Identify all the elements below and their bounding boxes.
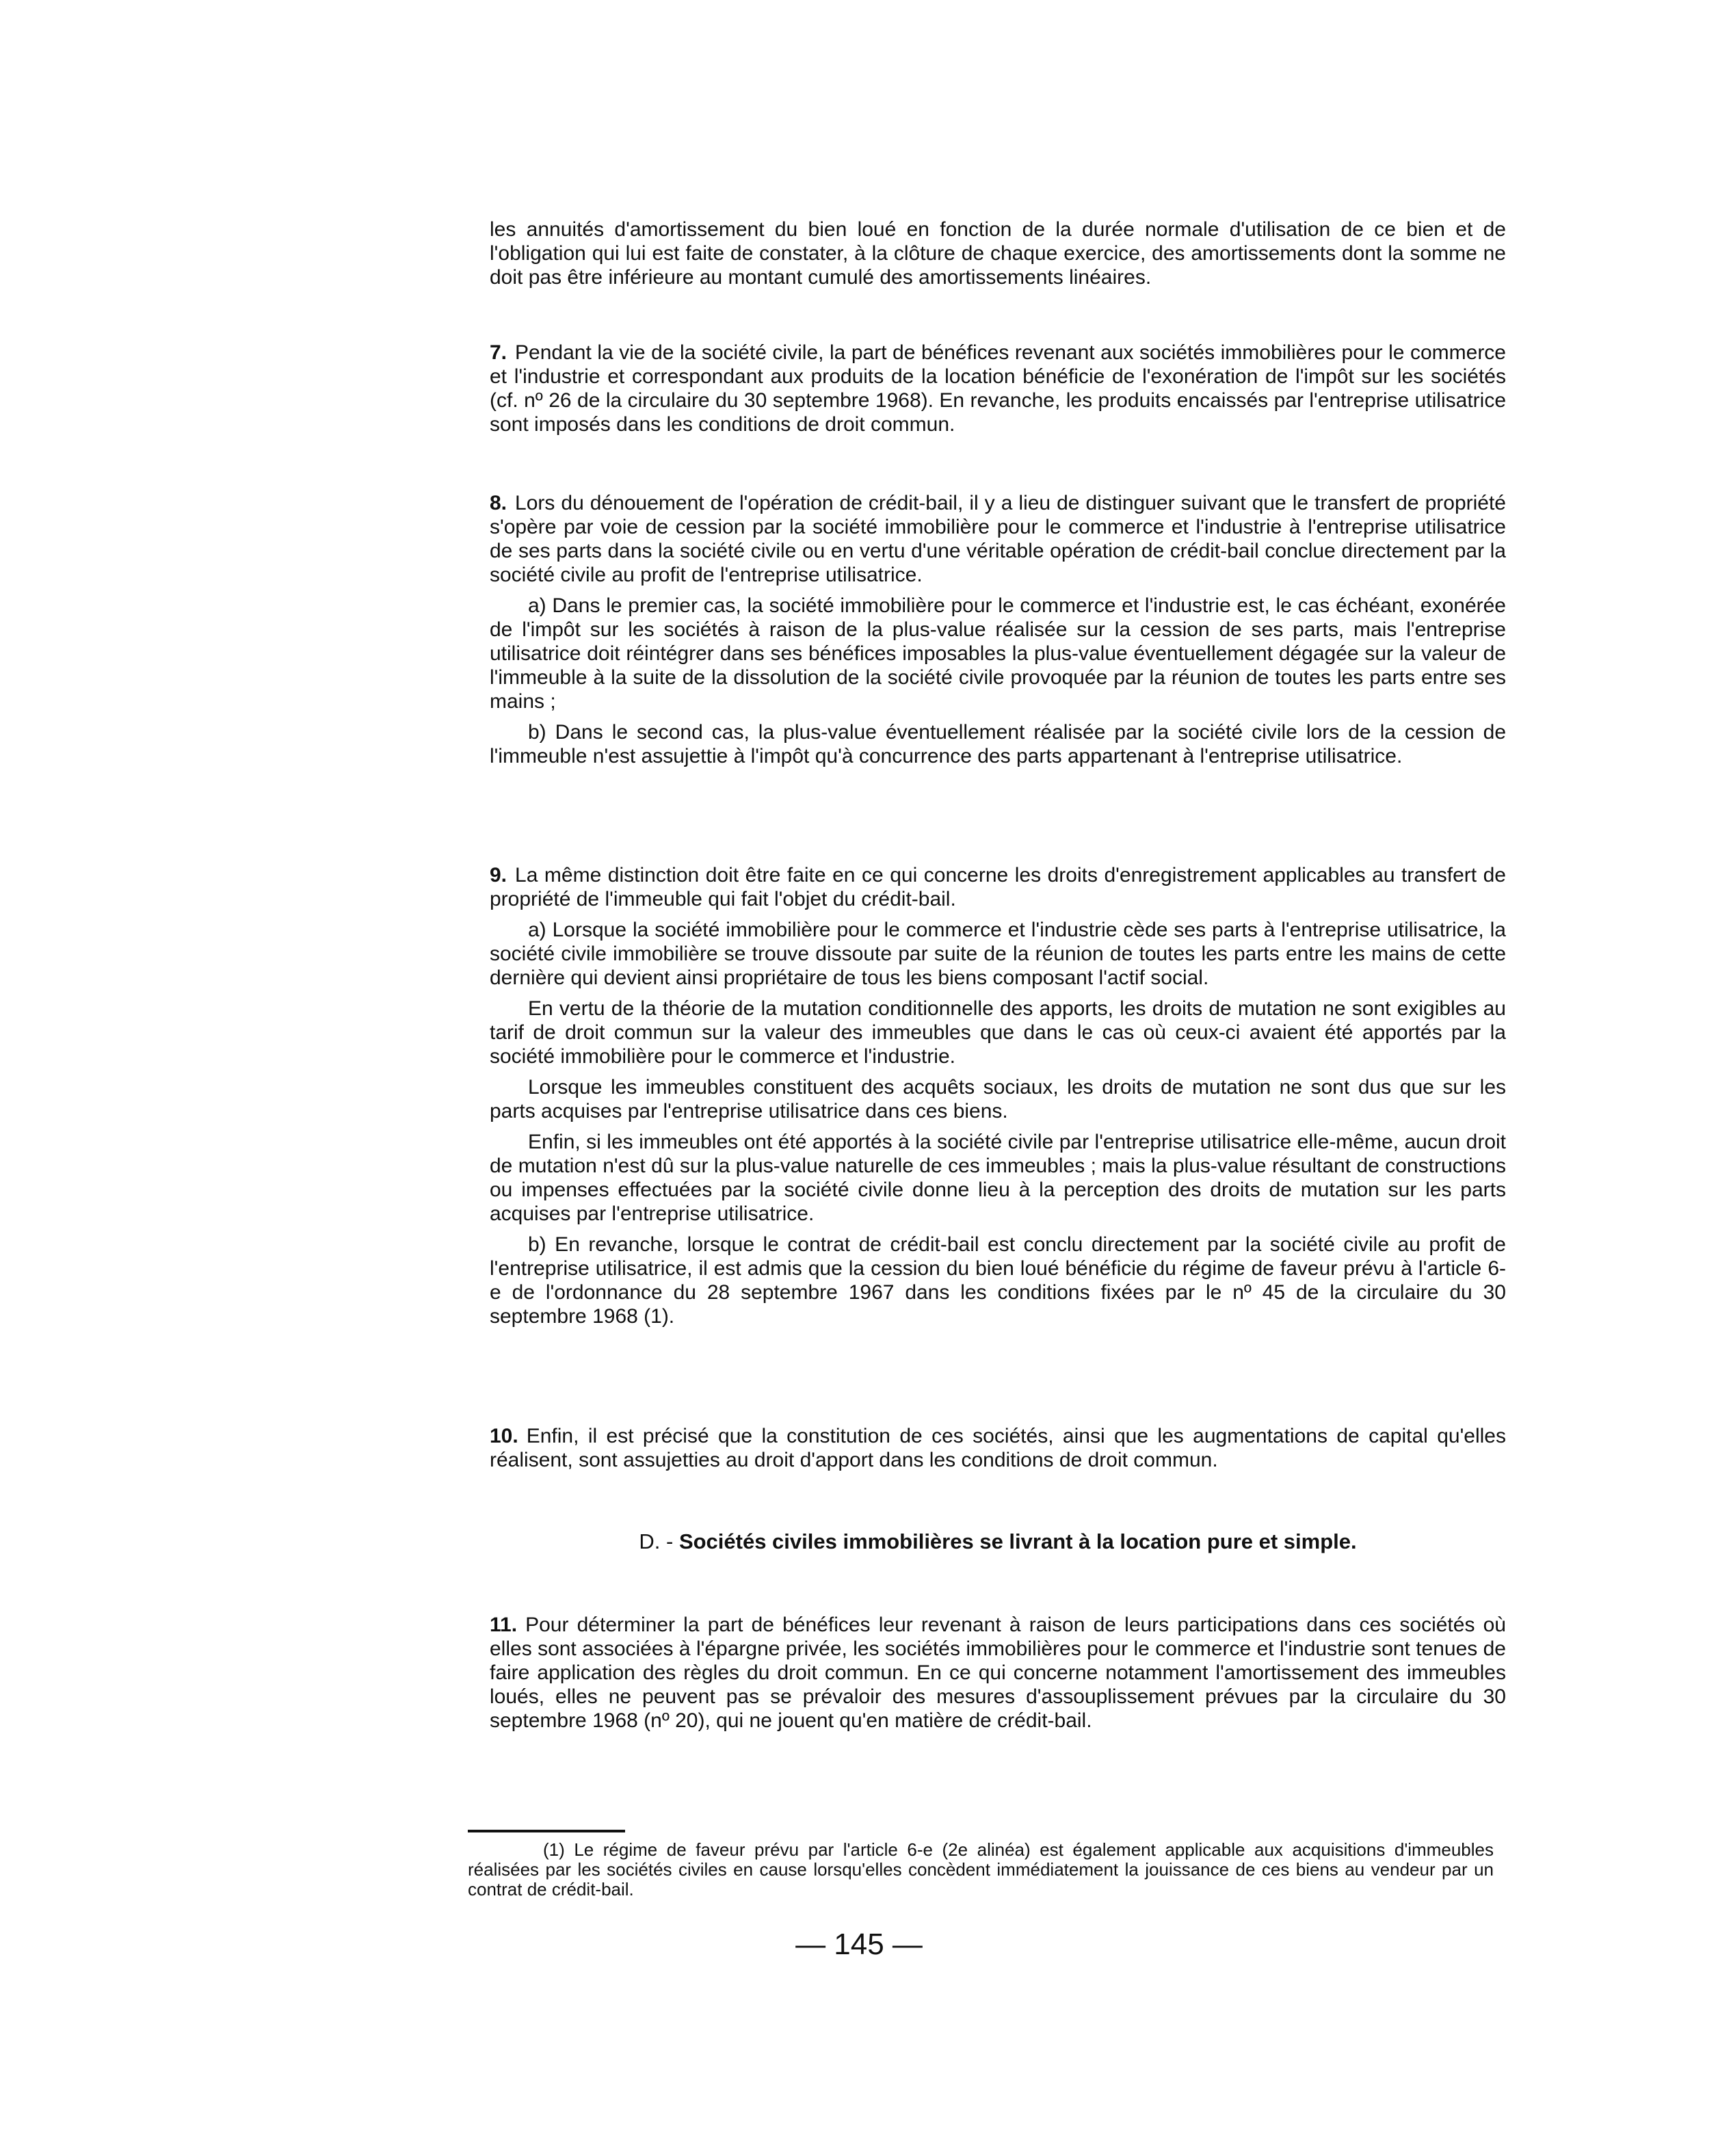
paragraph-7	[490, 341, 1506, 436]
section-11	[490, 1613, 1506, 1739]
heading-prefix: D. -	[639, 1529, 674, 1553]
paragraph-9a-3: Lorsque les immeubles constituent des acquêts sociaux, les droits de mutation ne sont dus que sur les parts acquises par l'entreprise utilisatrice dans ces biens.	[490, 1076, 1506, 1122]
paragraph-11	[490, 1613, 1506, 1733]
paragraph-text: Pour déterminer la part de bénéfices leur revenant à raison de leurs participations dans ces sociétés où elles sont associées à l'épargne privée, les sociétés immobilières pour le commerce et l'industrie sont tenues de faire application des règles du droit commun. En ce qui concerne notamment l'amortissement des immeubles loués, elles ne peuvent pas se prévaloir des mesures d'assouplissement prévues par la circulaire du 30 septembre 1968 (nº 20), qui ne jouent qu'en matière de crédit-bail.	[490, 1614, 1506, 1732]
paragraph-number: 11.	[490, 1614, 518, 1636]
footnote-divider	[468, 1830, 625, 1832]
paragraph-8	[490, 491, 1506, 587]
section-heading	[490, 1529, 1506, 1553]
page-number: — 145 —	[795, 1928, 923, 1961]
paragraph-8a: a) Dans le premier cas, la société immobilière pour le commerce et l'industrie est, le cas échéant, exonérée de l'impôt sur les sociétés à raison de la plus-value réalisée sur la cession de ses parts, mais l'entreprise utilisatrice doit réintégrer dans ses bénéfices imposables la plus-value éventuellement dégagée sur la valeur de l'immeuble à la suite de la dissolution de la société civile provoquée par la réunion de toutes les parts entre ses mains ;	[490, 594, 1506, 713]
paragraph-8b: b) Dans le second cas, la plus-value éventuellement réalisée par la société civile lors de la cession de l'immeuble n'est assujettie à l'impôt qu'à concurrence des parts appartenant à l'entreprise utilisatrice.	[490, 721, 1506, 767]
paragraph-9a-4: Enfin, si les immeubles ont été apportés à la société civile par l'entreprise utilisatrice elle-même, aucun droit de mutation n'est dû sur la plus-value naturelle de ces immeubles ; mais la plus-value résultant de constructions ou impenses effectuées par la société civile donne lieu à la perception des droits de mutation sur les parts acquises par l'entreprise utilisatrice.	[490, 1131, 1506, 1225]
section-10	[490, 1424, 1506, 1479]
footnote	[468, 1840, 1494, 1899]
paragraph-text: Pendant la vie de la société civile, la part de bénéfices revenant aux sociétés immobilières pour le commerce et l'industrie et correspondant aux produits de la location bénéficie de l'exonération de l'impôt sur les sociétés (cf. nº 26 de la circulaire du 30 septembre 1968). En revanche, les produits encaissés par l'entreprise utilisatrice sont imposés dans les conditions de droit commun.	[490, 341, 1506, 436]
paragraph-number: 9.	[490, 864, 507, 886]
paragraph-text: La même distinction doit être faite en ce qui concerne les droits d'enregistrement applicables au transfert de propriété de l'immeuble qui fait l'objet du crédit-bail.	[490, 864, 1506, 910]
footnote-text: (1) Le régime de faveur prévu par l'article 6-e (2e alinéa) est également applicable aux acquisitions d'immeubles réalisées par les sociétés civiles en cause lorsqu'elles concèdent immédiatement la jouissance de ces biens au vendeur par un contrat de crédit-bail.	[468, 1839, 1494, 1899]
paragraph-number: 10.	[490, 1425, 518, 1447]
heading-title: Sociétés civiles immobilières se livrant à la location pure et simple.	[678, 1529, 1357, 1553]
section-9	[490, 863, 1506, 1335]
paragraph-10	[490, 1424, 1506, 1472]
paragraph-9a: a) Lorsque la société immobilière pour le commerce et l'industrie cède ses parts à l'entreprise utilisatrice, la société civile immobilière se trouve dissoute par suite de la réunion de toutes les parts entre les mains de cette dernière qui devient ainsi propriétaire de tous les biens composant l'actif social.	[490, 919, 1506, 989]
paragraph-number: 8.	[490, 492, 507, 514]
paragraph-9a-2: En vertu de la théorie de la mutation conditionnelle des apports, les droits de mutation ne sont exigibles au tarif de droit commun sur la valeur des immeubles que dans le cas où ceux-ci avaient été apportés par la société immobilière pour le commerce et l'industrie.	[490, 997, 1506, 1068]
body-top	[490, 218, 1506, 296]
paragraph-9b: b) En revanche, lorsque le contrat de crédit-bail est conclu directement par la société civile au profit de l'entreprise utilisatrice, il est admis que la cession du bien loué bénéficie du régime de faveur prévu à l'article 6-e de l'ordonnance du 28 septembre 1967 dans les conditions fixées par le nº 45 de la circulaire du 30 septembre 1968 (1).	[490, 1233, 1506, 1328]
paragraph-text: Enfin, il est précisé que la constitution de ces sociétés, ainsi que les augmentations de capital qu'elles réalisent, sont assujetties au droit d'apport dans les conditions de droit commun.	[490, 1425, 1506, 1471]
section-heading-d	[490, 1529, 1506, 1553]
paragraph-9	[490, 863, 1506, 911]
section-7	[490, 341, 1506, 443]
section-8	[490, 491, 1506, 775]
paragraph-number: 7.	[490, 341, 507, 364]
paragraph-text: Lors du dénouement de l'opération de crédit-bail, il y a lieu de distinguer suivant que le transfert de propriété s'opère par voie de cession par la société immobilière pour le commerce et l'industrie à l'entreprise utilisatrice de ses parts dans la société civile ou en vertu d'une véritable opération de crédit-bail conclue directement par la société civile au profit de l'entreprise utilisatrice.	[490, 492, 1506, 586]
paragraph-continuation: les annuités d'amortissement du bien loué en fonction de la durée normale d'utilisation de ce bien et de l'obligation qui lui est faite de constater, à la clôture de chaque exercice, des amortissements dont la somme ne doit pas être inférieure au montant cumulé des amortissements linéaires.	[490, 218, 1506, 289]
